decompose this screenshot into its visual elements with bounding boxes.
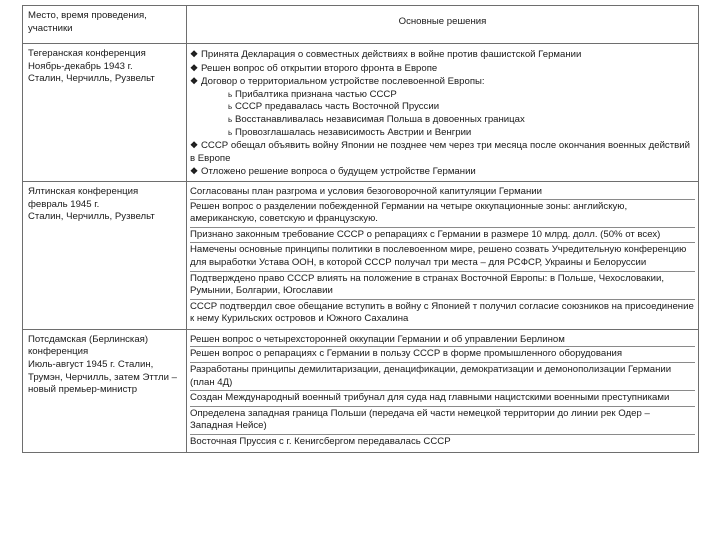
conference-date-participants: Июль-август 1945 г. Сталин, Трумэн, Черчилль, затем Эттли – новый премьер-министр bbox=[28, 359, 177, 396]
conference-name: Тегеранская конференция bbox=[28, 48, 146, 59]
row-yalta-decisions bbox=[187, 181, 699, 329]
decision-item: Решен вопрос о разделении побежденной Германии на четыре оккупационные зоны: английскую, американскую, советскую и французскую. bbox=[190, 199, 695, 226]
decision-item: ❖ Договор о территориальном устройстве послевоенной Европы: bbox=[190, 76, 485, 88]
row-potsdam-decisions bbox=[187, 329, 699, 452]
table-header-row bbox=[23, 6, 699, 44]
conferences-table bbox=[22, 5, 699, 453]
header-decisions: Основные решения bbox=[187, 6, 699, 44]
row-tehran-info bbox=[23, 44, 187, 182]
decision-subitem: ь Восстанавливалась независимая Польша в довоенных границах bbox=[228, 113, 525, 125]
decision-subitem: ь СССР предавалась часть Восточной Пруссии bbox=[228, 101, 440, 113]
conference-participants: Сталин, Черчилль, Рузвельт bbox=[28, 73, 155, 85]
decision-item: Создан Международный военный трибунал для суда над главными нацистскими военными преступниками bbox=[190, 390, 695, 405]
bullet-diamond-icon: ❖ bbox=[190, 166, 199, 177]
conference-name: Ялтинская конференция bbox=[28, 185, 139, 197]
decision-item: ❖ Решен вопрос об открытии второго фронта в Европе bbox=[190, 62, 438, 74]
row-potsdam-info bbox=[23, 329, 187, 452]
bullet-diamond-icon: ❖ bbox=[190, 76, 199, 87]
table-row bbox=[23, 44, 699, 182]
conference-participants: Сталин, Черчилль, Рузвельт bbox=[28, 211, 155, 223]
decision-item: Разработаны принципы демилитаризации, денацификации, демократизации и демонополизации Германии (план 4Д) bbox=[190, 362, 695, 389]
bullet-diamond-icon: ❖ bbox=[190, 140, 199, 151]
conference-name: Потсдамская (Берлинская) конференция bbox=[28, 333, 149, 358]
bullet-diamond-icon: ❖ bbox=[190, 62, 199, 73]
decision-item: Подтверждено право СССР влиять на положение в странах Восточной Европы: в Польше, Чехословакии, Румынии, Болгарии, Югославии bbox=[190, 271, 695, 298]
decision-item: СССР подтвердил свое обещание вступить в войну с Японией т получил согласие союзников на присоединение к нему Курильских островов и Южного Сахалина bbox=[190, 300, 694, 325]
header-place-time: Место, время проведения, участники bbox=[23, 6, 187, 44]
conference-date: февраль 1945 г. bbox=[28, 198, 100, 210]
decision-item: Восточная Пруссия с г. Кенигсбергом передавалась СССР bbox=[190, 434, 695, 449]
decision-item: Решен вопрос о репарациях с Германии в пользу СССР в форме промышленного оборудования bbox=[190, 346, 695, 361]
table-row bbox=[23, 329, 699, 452]
bullet-diamond-icon: ❖ bbox=[190, 49, 199, 59]
row-yalta-info bbox=[23, 181, 187, 329]
decision-item: Признано законным требование СССР о репарациях с Германии в размере 10 млрд. долл. (50% от всех) bbox=[190, 227, 695, 242]
decision-item: Определена западная граница Польши (передача ей части немецкой территории до линии рек Одер – Западная Нейсе) bbox=[190, 406, 695, 433]
conference-date: Ноябрь-декабрь 1943 г. bbox=[28, 60, 133, 72]
decision-subitem: ь Прибалтика признана частью СССР bbox=[228, 88, 397, 100]
decision-item: Намечены основные принципы политики в послевоенном мире, решено созвать Учредительную конференцию для выработки Устава ООН, в которой СССР получал три места – для РСФСР, Украины и Белоруссии bbox=[190, 242, 695, 269]
decision-item: ❖ СССР обещал объявить войну Японии не позднее чем через три месяца после окончания военных действий в Европе bbox=[190, 140, 690, 164]
table-row bbox=[23, 181, 699, 329]
sub-bullet-icon: ь bbox=[228, 127, 233, 137]
decision-item: ❖ Отложено решение вопроса о будущем устройстве Германии bbox=[190, 166, 476, 178]
decision-subitem: ь Провозглашалась независимость Австрии и Венгрии bbox=[228, 126, 472, 138]
row-tehran-decisions bbox=[187, 44, 699, 182]
sub-bullet-icon: ь bbox=[228, 114, 233, 124]
decision-item: Решен вопрос о четырехсторонней оккупации Германии и об управлении Берлином bbox=[190, 333, 565, 345]
decision-item: Согласованы план разгрома и условия безоговорочной капитуляции Германии bbox=[190, 185, 543, 197]
sub-bullet-icon: ь bbox=[228, 89, 233, 99]
sub-bullet-icon: ь bbox=[228, 102, 233, 112]
decision-item: ❖ Принята Декларация о совместных действиях в войне против фашистской Германии bbox=[190, 49, 582, 60]
